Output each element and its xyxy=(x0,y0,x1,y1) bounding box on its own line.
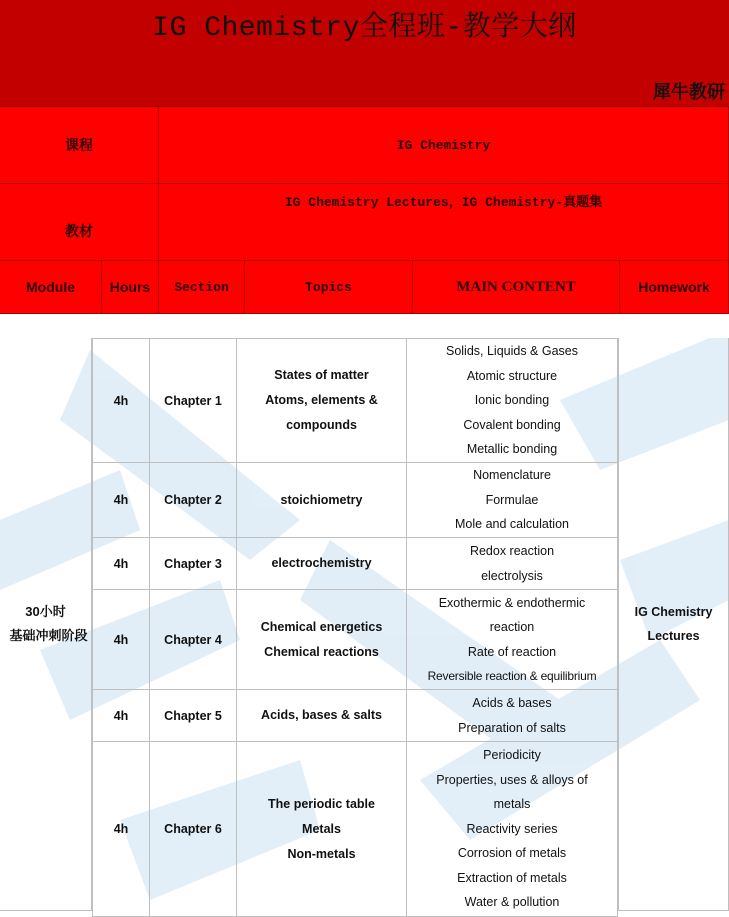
content-line: Metallic bonding xyxy=(466,442,558,457)
content-cell xyxy=(407,590,618,690)
topics-cell xyxy=(237,590,407,690)
topic-line: electrochemistry xyxy=(271,556,372,570)
content-cell xyxy=(407,742,618,917)
topics-cell xyxy=(237,338,407,463)
topic-line: Metals xyxy=(302,821,341,836)
content-line: metals xyxy=(493,797,531,811)
content-cell xyxy=(407,538,618,590)
content-line: Atomic structure xyxy=(466,368,558,383)
content-line: Water & pollution xyxy=(464,895,560,909)
content-line: Rate of reaction xyxy=(467,644,557,659)
content-line: Nomenclature xyxy=(473,468,551,483)
content-line: Preparation of salts xyxy=(458,720,566,735)
topic-line: stoichiometry xyxy=(280,492,363,507)
content-cell xyxy=(407,338,618,463)
topics-cell xyxy=(237,690,407,742)
content-line: Mole and calculation xyxy=(455,517,569,532)
topics-cell xyxy=(237,742,407,917)
content-line: reaction xyxy=(489,620,535,634)
hours-cell: 4h xyxy=(92,742,150,917)
hours-cell: 4h xyxy=(92,338,150,463)
course-value: IG Chemistry xyxy=(159,107,729,184)
material-row xyxy=(0,184,729,261)
content-line: Covalent bonding xyxy=(463,417,561,432)
material-label: 教材 xyxy=(0,184,159,261)
topic-line: Non-metals xyxy=(287,846,356,861)
content-line: electrolysis xyxy=(481,568,543,583)
content-cell xyxy=(407,463,618,538)
section-cell: Chapter 1 xyxy=(150,338,237,463)
topics-cell xyxy=(237,463,407,538)
hours-cell: 4h xyxy=(92,690,150,742)
topic-line: States of matter xyxy=(274,368,369,382)
column-header-row xyxy=(0,261,729,314)
content-line: Acids & bases xyxy=(472,696,552,710)
module-cell xyxy=(0,338,92,911)
content-cell xyxy=(407,690,618,742)
homework-cell xyxy=(618,338,729,911)
page-title: IG Chemistry全程班-教学大纲 xyxy=(152,13,577,44)
topic-line: Acids, bases & salts xyxy=(261,708,382,722)
hours-cell: 4h xyxy=(92,463,150,538)
col-section: Section xyxy=(159,261,245,314)
topics-cell xyxy=(237,538,407,590)
module-name-line1: 30小时 xyxy=(25,604,66,619)
topic-line: Chemical reactions xyxy=(264,644,379,659)
homework-line2: Lectures xyxy=(647,629,700,643)
topic-line: compounds xyxy=(286,418,357,432)
title-band xyxy=(0,0,729,107)
homework-line1: IG Chemistry xyxy=(634,605,713,619)
content-line: Reversible reaction & equilibrium xyxy=(427,669,597,683)
section-cell: Chapter 4 xyxy=(150,590,237,690)
col-hours: Hours xyxy=(102,261,159,314)
col-main-content: MAIN CONTENT xyxy=(413,261,620,314)
content-line: Solids, Liquids & Gases xyxy=(445,344,578,359)
hours-cell: 4h xyxy=(92,590,150,690)
content-line: Extraction of metals xyxy=(457,870,567,885)
section-cell: Chapter 6 xyxy=(150,742,237,917)
content-line: Exothermic & endothermic xyxy=(438,595,586,610)
topic-line: Chemical energetics xyxy=(260,619,383,634)
content-line: Properties, uses & alloys of xyxy=(436,772,588,787)
content-line: Reactivity series xyxy=(466,821,558,836)
content-line: Formulae xyxy=(485,492,539,507)
col-module: Module xyxy=(0,261,102,314)
content-line: Ionic bonding xyxy=(474,393,550,408)
col-homework: Homework xyxy=(620,261,729,314)
col-topics: Topics xyxy=(245,261,413,314)
topic-line: The periodic table xyxy=(268,796,375,811)
section-cell: Chapter 2 xyxy=(150,463,237,538)
section-cell: Chapter 5 xyxy=(150,690,237,742)
hours-cell: 4h xyxy=(92,538,150,590)
spacer-row xyxy=(0,314,729,338)
module-name-line2: 基础冲刺阶段 xyxy=(9,628,88,643)
brand-label: 犀牛教研 xyxy=(653,82,725,103)
content-line: Periodicity xyxy=(483,748,541,762)
topic-line: Atoms, elements & xyxy=(265,393,378,407)
syllabus-table xyxy=(0,338,729,911)
content-line: Corrosion of metals xyxy=(457,846,567,860)
course-row xyxy=(0,107,729,184)
course-label: 课程 xyxy=(0,107,159,184)
content-line: Redox reaction xyxy=(469,544,555,558)
material-value: IG Chemistry Lectures，IG Chemistry-真题集 xyxy=(159,184,729,261)
section-cell: Chapter 3 xyxy=(150,538,237,590)
